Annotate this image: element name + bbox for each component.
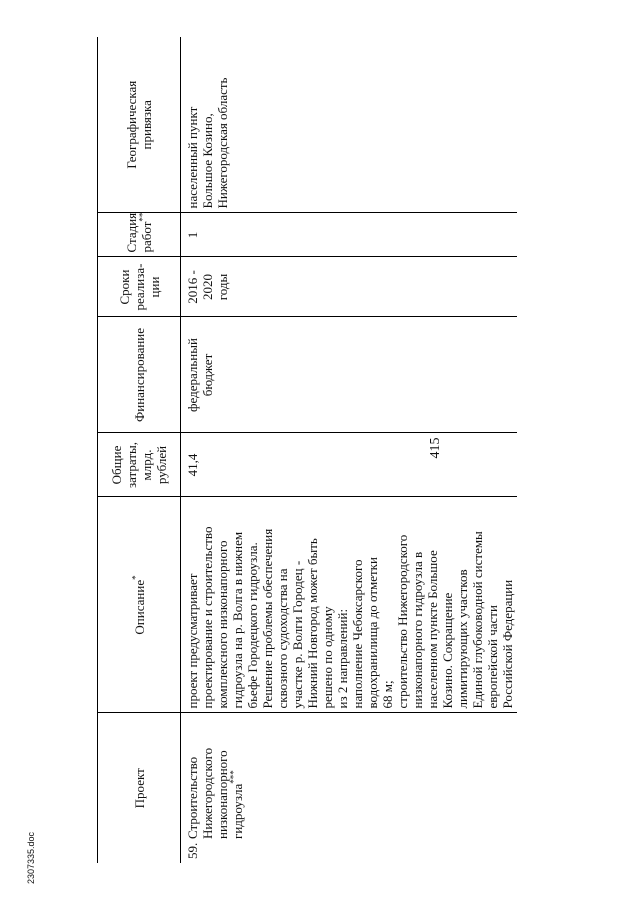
description-footnote-mark: * (130, 575, 141, 580)
header-terms: Сроки реализа- ции (98, 257, 181, 317)
project-table (97, 37, 517, 863)
header-description: Описание* (98, 497, 181, 713)
cell-total-cost: 41,4 (181, 433, 518, 497)
header-financing: Финансирование (98, 317, 181, 433)
header-project: Проект (98, 713, 181, 863)
table-header-row (98, 37, 181, 863)
header-total-cost: Общие затраты, млрд. рублей (98, 433, 181, 497)
project-table-rotated (97, 37, 597, 863)
page-number: 415 (428, 437, 443, 459)
table-row (181, 37, 518, 863)
row-number: 59. (185, 842, 200, 859)
cell-geo: населенный пункт Большое Козино, Нижегородская область (181, 37, 518, 213)
cell-financing: федеральный бюджет (181, 317, 518, 433)
project-footnote-mark: *** (228, 770, 239, 784)
document-code: 2307335.doc (26, 831, 36, 885)
header-stage: Стадия работ** (98, 213, 181, 257)
stage-footnote-mark: ** (137, 212, 148, 222)
cell-description: проект предусматривает проектирование и строительство комплексного низконапорного гидроузла на р. Волга в нижнем бьефе Городецкого гидроузла. Решение проблемы обеспечения сквозного судоходства на участке р. Волги Городец - Нижний Новгород может быть решено по одному из 2 направлений: наполнение Чебоксарского водохранилища до отметки 68 м; строительство Нижегородского низконапорного гидроузла в населенном пункте Большое Козино. Сокращение лимитирующих участков Единой глубоководной системы европейской части Российской Федерации (181, 497, 518, 713)
cell-project: 59. Строительство Нижегородского низконапорного гидроузла*** (185, 747, 245, 859)
project-table-container (97, 37, 597, 863)
cell-stage: 1 (181, 213, 518, 257)
header-geo: Географическая привязка (98, 37, 181, 213)
cell-terms: 2016 - 2020 годы (181, 257, 518, 317)
